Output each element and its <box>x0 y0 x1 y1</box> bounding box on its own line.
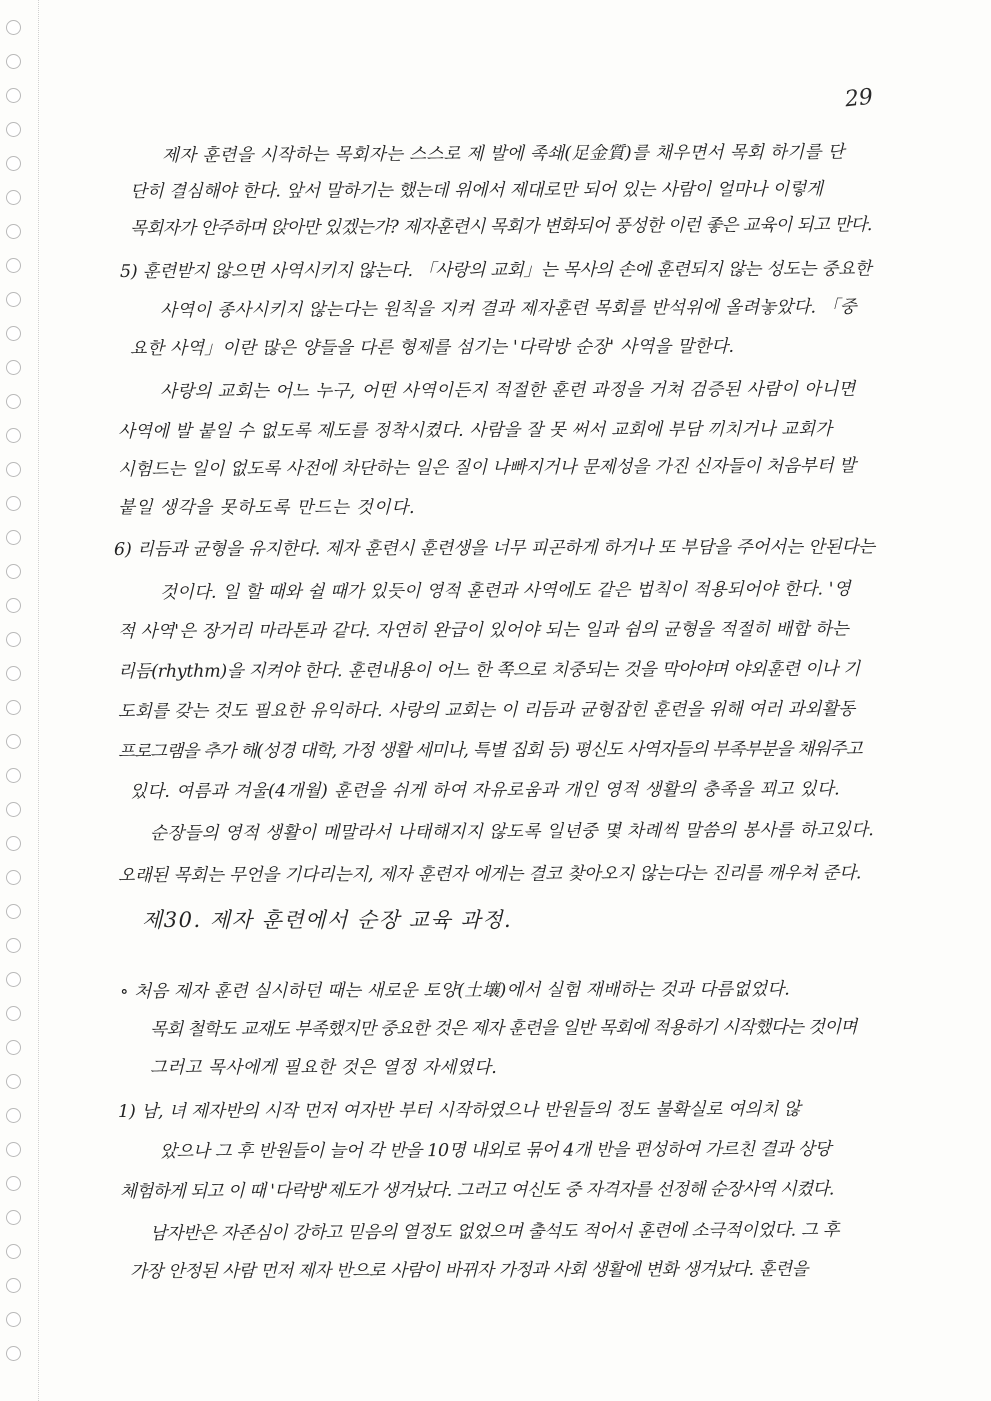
text-line: 았으나 그 후 반원들이 늘어 각 반을 10명 내외로 묶어 4개 반을 편성하여 가르친 결과 상당 <box>159 1139 831 1162</box>
binder-holes <box>6 20 26 1390</box>
binder-hole <box>6 1210 21 1225</box>
binder-hole <box>6 1346 21 1361</box>
binder-hole <box>6 768 21 783</box>
binder-hole <box>6 496 21 511</box>
text-line: 사역에 발 붙일 수 없도록 제도를 정착시켰다. 사람을 잘 못 써서 교회에 부담 끼치거나 교회가 <box>117 419 833 442</box>
text-line: 시험드는 일이 없도록 사전에 차단하는 일은 질이 나빠지거나 문제성을 가진 신자들이 처음부터 발 <box>117 456 856 480</box>
text-line: 5) 훈련받지 않으면 사역시키지 않는다. 「사랑의 교회」는 목사의 손에 훈련되지 않는 성도는 중요한 <box>119 259 872 282</box>
binder-hole <box>6 394 21 409</box>
text-line: 요한 사역」이란 많은 양들을 다른 형제를 섬기는 '다락방 순장' 사역을 말한다. <box>129 336 735 359</box>
binder-hole <box>6 1244 21 1259</box>
binder-hole <box>6 258 21 273</box>
binder-hole <box>6 938 21 953</box>
binder-hole <box>6 836 21 851</box>
binder-hole <box>6 54 21 69</box>
binder-hole <box>6 462 21 477</box>
binder-hole <box>6 1006 21 1021</box>
binder-hole <box>6 530 21 545</box>
text-line: 6) 리듬과 균형을 유지한다. 제자 훈련시 훈련생을 너무 피곤하게 하거나 또 부담을 주어서는 안된다는 <box>113 537 875 560</box>
text-line: ∘ 처음 제자 훈련 실시하던 때는 새로운 토양(土壤)에서 실험 재배하는 것과 다름없었다. <box>119 979 790 1002</box>
text-line: 적 사역'은 장거리 마라톤과 같다. 자연히 완급이 있어야 되는 일과 쉼의 균형을 적절히 배합 하는 <box>117 619 849 642</box>
binder-hole <box>6 122 21 137</box>
binder-hole <box>6 1074 21 1089</box>
binder-hole <box>6 88 21 103</box>
text-line: 목회 철학도 교재도 부족했지만 중요한 것은 제자 훈련을 일반 목회에 적용하기 시작했다는 것이며 <box>149 1017 857 1040</box>
binder-hole <box>6 666 21 681</box>
binder-hole <box>6 1278 21 1293</box>
binder-hole <box>6 598 21 613</box>
binder-hole <box>6 20 21 35</box>
binder-hole <box>6 190 21 205</box>
binder-hole <box>6 972 21 987</box>
binder-hole <box>6 870 21 885</box>
section-heading: 제30. 제자 훈련에서 순장 교육 과정. <box>142 908 513 932</box>
binder-hole <box>6 1176 21 1191</box>
text-line: 순장들의 영적 생활이 메말라서 나태해지지 않도록 일년중 몇 차례씩 말씀의 봉사를 하고있다. <box>149 820 875 844</box>
margin-rule <box>38 0 39 1401</box>
text-line: 것이다. 일 할 때와 쉴 때가 있듯이 영적 훈련과 사역에도 같은 법칙이 적용되어야 한다. '영 <box>159 579 851 603</box>
text-line: 1) 남, 녀 제자반의 시작 먼저 여자반 부터 시작하였으나 반원들의 정도 불확실로 여의치 않 <box>117 1099 801 1122</box>
text-line: 프로그램을 추가 해(성경 대학, 가정 생활 세미나, 특별 집회 등) 평신도 사역자들의 부족부분을 채워주고 <box>117 739 862 762</box>
text-line: 붙일 생각을 못하도록 만드는 것이다. <box>118 498 416 518</box>
text-line: 가장 안정된 사람 먼저 제자 반으로 사람이 바뀌자 가정과 사회 생활에 변화 생겨났다. 훈련을 <box>129 1259 808 1282</box>
binder-hole <box>6 1108 21 1123</box>
binder-hole <box>6 904 21 919</box>
binder-hole <box>6 802 21 817</box>
binder-hole <box>6 156 21 171</box>
text-line: 단히 결심해야 한다. 앞서 말하기는 했는데 위에서 제대로만 되어 있는 사람이 얼마나 이렇게 <box>129 179 823 202</box>
text-line: 사역이 종사시키지 않는다는 원칙을 지켜 결과 제자훈련 목회를 반석위에 올려놓았다. 「중 <box>159 297 857 321</box>
binder-hole <box>6 564 21 579</box>
page-number: 29 <box>843 84 875 113</box>
text-line: 그러고 목사에게 필요한 것은 열정 자세였다. <box>150 1058 498 1078</box>
binder-hole <box>6 360 21 375</box>
text-line: 제자 훈련을 시작하는 목회자는 스스로 제 발에 족쇄(足金質)를 채우면서 목회 하기를 단 <box>161 142 845 166</box>
binder-hole <box>6 326 21 341</box>
binder-hole <box>6 700 21 715</box>
binder-hole <box>6 632 21 647</box>
binder-hole <box>6 1040 21 1055</box>
binder-hole <box>6 1142 21 1157</box>
binder-hole <box>6 1312 21 1327</box>
text-line: 도회를 갖는 것도 필요한 유익하다. 사랑의 교회는 이 리듬과 균형잡힌 훈련을 위해 여러 과외활동 <box>117 699 856 722</box>
text-line: 체험하게 되고 이 때 '다락방'제도가 생겨났다. 그러고 여신도 중 자격자를 선정해 순장사역 시켰다. <box>119 1179 834 1202</box>
text-line: 리듬(rhythm)을 지켜야 한다. 훈련내용이 어느 한 쪽으로 치중되는 것을 막아야며 야외훈련 이나 기 <box>117 659 860 682</box>
binder-hole <box>6 224 21 239</box>
binder-hole <box>6 734 21 749</box>
text-line: 사랑의 교회는 어느 누구, 어떤 사역이든지 적절한 훈련 과정을 거쳐 검증된 사람이 아니면 <box>159 379 856 402</box>
text-line: 있다. 여름과 겨울(4개월) 훈련을 쉬게 하여 자유로움과 개인 영적 생활의 충족을 꾀고 있다. <box>129 779 840 802</box>
text-line: 남자반은 자존심이 강하고 믿음의 열정도 없었으며 출석도 적어서 훈련에 소극적이었다. 그 후 <box>149 1220 840 1244</box>
binder-hole <box>6 292 21 307</box>
binder-hole <box>6 428 21 443</box>
text-line: 오래된 목회는 무언을 기다리는지, 제자 훈련자 에게는 결코 찾아오지 않는다는 진리를 깨우쳐 준다. <box>117 863 862 886</box>
text-line: 목회자가 안주하며 앉아만 있겠는가? 제자훈련시 목회가 변화되어 풍성한 이런 좋은 교육이 되고 만다. <box>129 215 872 239</box>
